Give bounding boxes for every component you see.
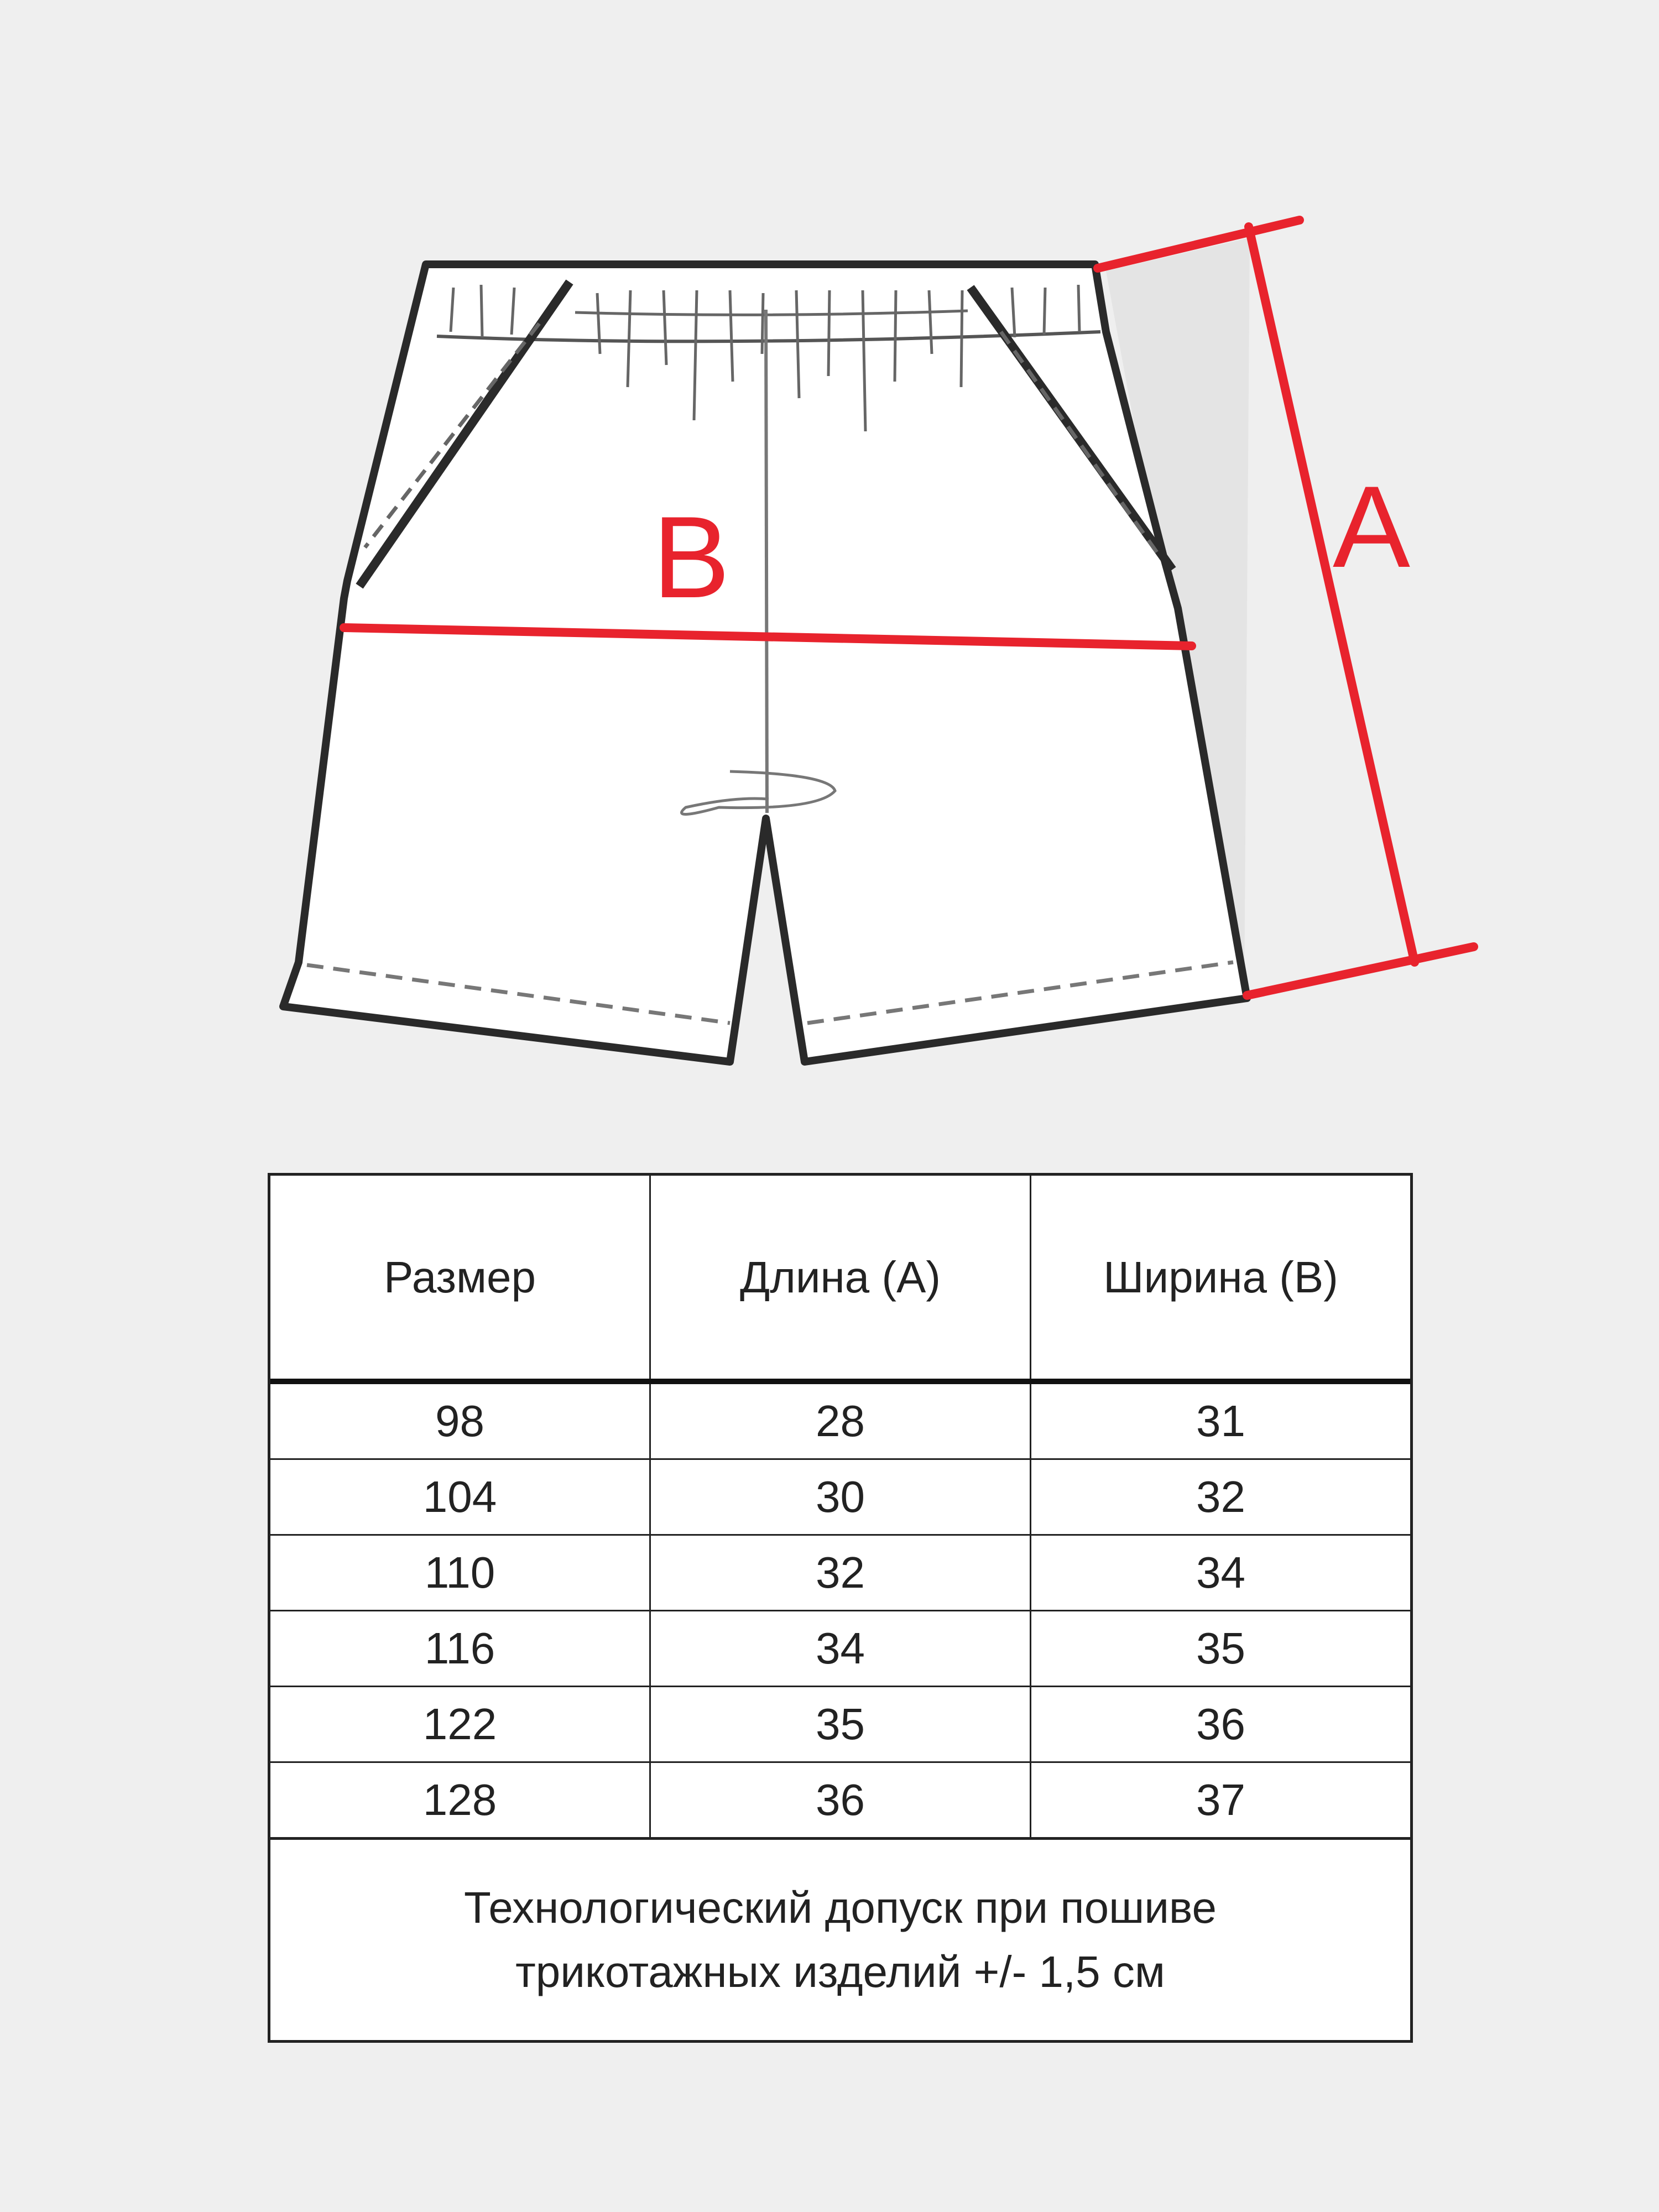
cell-size: 110 — [424, 1548, 495, 1597]
cell-length: 32 — [649, 1536, 1030, 1610]
tolerance-note-line2: трикотажных изделий +/- 1,5 см — [515, 1947, 1165, 1996]
length-measure-label: A — [1332, 462, 1411, 592]
header-length: Длина (A) — [649, 1176, 1030, 1379]
cell-width: 31 — [1030, 1384, 1410, 1458]
cell-length: 36 — [649, 1763, 1030, 1837]
cell-width: 37 — [1030, 1763, 1410, 1837]
table-row — [270, 1460, 1410, 1536]
header-size: Размер — [384, 1252, 536, 1302]
cell-width: 34 — [1030, 1536, 1410, 1610]
table-row — [270, 1763, 1410, 1840]
center-seam — [766, 310, 767, 813]
cell-size: 104 — [422, 1472, 497, 1521]
cell-length: 30 — [649, 1460, 1030, 1534]
tolerance-note-line1: Технологический допуск при пошиве — [463, 1883, 1217, 1932]
table-header — [270, 1176, 1410, 1384]
cell-width: 35 — [1030, 1611, 1410, 1686]
cell-size: 116 — [424, 1624, 495, 1673]
tolerance-note — [270, 1840, 1410, 2040]
cell-length: 35 — [649, 1687, 1030, 1761]
cell-width: 32 — [1030, 1460, 1410, 1534]
cell-size: 98 — [435, 1396, 484, 1446]
length-measure-line — [1249, 227, 1415, 962]
cell-width: 36 — [1030, 1687, 1410, 1761]
header-width: Ширина (B) — [1030, 1176, 1410, 1379]
table-row — [270, 1611, 1410, 1687]
length-measure-cap-bottom — [1247, 947, 1474, 995]
cell-length: 28 — [649, 1384, 1030, 1458]
width-measure-label: B — [652, 492, 731, 622]
table-row — [270, 1384, 1410, 1460]
cell-size: 128 — [422, 1775, 497, 1824]
cell-size: 122 — [422, 1699, 497, 1749]
table-row — [270, 1536, 1410, 1611]
cell-length: 34 — [649, 1611, 1030, 1686]
table-row — [270, 1687, 1410, 1763]
size-table — [268, 1173, 1413, 2043]
